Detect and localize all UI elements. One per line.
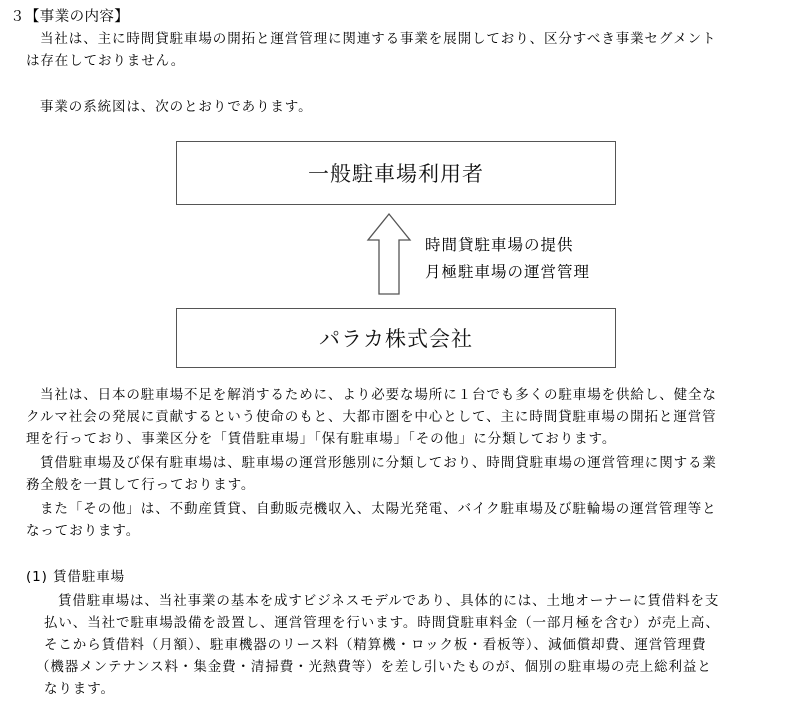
upward-arrow-icon: [366, 212, 412, 296]
body-line: 当社は、日本の駐車場不足を解消するために、より必要な場所に１台でも多くの駐車場を供給し、健全な: [40, 387, 717, 403]
arrow-label: 月極駐車場の運営管理: [425, 263, 591, 281]
diagram-intro: 事業の系統図は、次のとおりであります。: [40, 99, 313, 115]
diagram-top-box-label: 一般駐車場利用者: [308, 162, 484, 186]
subsection-title: (1) 賃借駐車場: [26, 569, 126, 585]
subsection-line: 賃借駐車場は、当社事業の基本を成すビジネスモデルであり、具体的には、土地オーナーに賃借料を支: [58, 593, 720, 609]
intro-line: 当社は、主に時間貸駐車場の開拓と運営管理に関連する事業を展開しており、区分すべき事業セグメント: [40, 31, 717, 47]
diagram-top-box: [176, 141, 616, 205]
subsection-line: そこから賃借料（月額）、駐車機器のリース料（精算機・ロック板・看板等）、減価償却費、運営管理費: [44, 637, 707, 653]
subsection-line: 払い、当社で駐車場設備を設置し、運営管理を行います。時間貸駐車料金（一部月極を含む）が売上高、: [44, 615, 720, 631]
body-line: クルマ社会の発展に貢献するという使命のもと、大都市圏を中心として、主に時間貸駐車場の開拓と運営管: [26, 409, 717, 425]
diagram-bottom-box: [176, 308, 616, 368]
body-line: なっております。: [26, 523, 141, 539]
body-line: また「その他」は、不動産賃貸、自動販売機収入、太陽光発電、バイク駐車場及び駐輪場の運営管理等と: [40, 501, 717, 517]
body-line: 務全般を一貫して行っております。: [26, 477, 256, 493]
arrow-label: 時間貸駐車場の提供: [425, 236, 574, 254]
subsection-line: （機器メンテナンス料・集金費・清掃費・光熱費等）を差し引いたものが、個別の駐車場の売上総利益と: [36, 659, 712, 675]
subsection-line: なります。: [44, 681, 115, 697]
intro-line: は存在しておりません。: [26, 53, 186, 69]
diagram-bottom-box-label: パラカ株式会社: [319, 327, 473, 351]
body-line: 理を行っており、事業区分を「賃借駐車場」「保有駐車場」「その他」に分類しております。: [26, 431, 617, 447]
section-heading: ３【事業の内容】: [10, 9, 130, 25]
body-line: 賃借駐車場及び保有駐車場は、駐車場の運営形態別に分類しており、時間貸駐車場の運営管理に関する業: [40, 455, 717, 471]
